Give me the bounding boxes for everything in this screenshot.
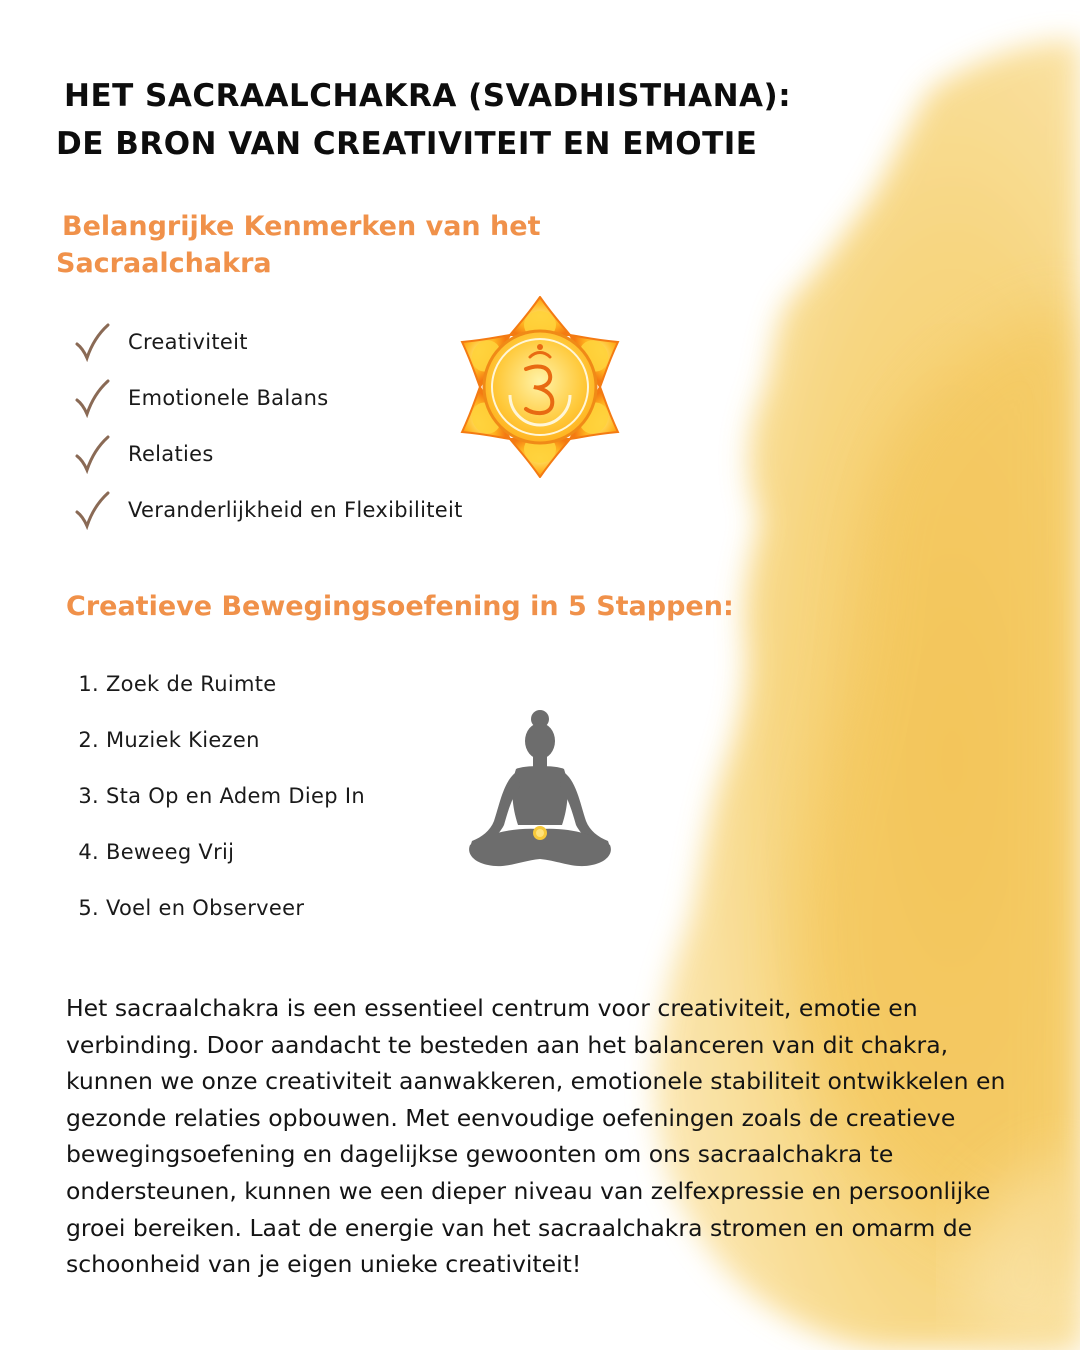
features-heading-line-2: Sacraalchakra bbox=[56, 248, 272, 279]
features-list bbox=[74, 314, 463, 538]
step-number: 2. bbox=[78, 728, 99, 752]
list-item bbox=[70, 768, 365, 824]
page-title bbox=[56, 72, 956, 168]
step-label bbox=[99, 672, 277, 696]
features-heading bbox=[56, 208, 616, 282]
exercise-steps bbox=[70, 656, 365, 936]
step-number: 1. bbox=[78, 672, 99, 696]
step-label-text: Beweeg Vrij bbox=[105, 840, 235, 864]
list-item bbox=[74, 370, 463, 426]
page-title-line-2: DE BRON VAN CREATIVITEIT EN EMOTIE bbox=[56, 126, 758, 162]
list-item bbox=[74, 482, 463, 538]
checkmark-icon bbox=[74, 378, 110, 418]
step-label-text: Muziek Kiezen bbox=[105, 728, 260, 752]
list-item bbox=[74, 314, 463, 370]
step-label-text: Zoek de Ruimte bbox=[105, 672, 277, 696]
step-number: 3. bbox=[78, 784, 99, 808]
step-label bbox=[99, 784, 365, 808]
page-title-line-1: HET SACRAALCHAKRA (SVADHISTHANA): bbox=[64, 78, 792, 114]
meditation-figure bbox=[464, 707, 616, 877]
feature-label: Emotionele Balans bbox=[128, 386, 329, 410]
list-item bbox=[70, 824, 365, 880]
sacral-chakra-symbol bbox=[458, 296, 622, 478]
list-item bbox=[70, 656, 365, 712]
exercise-heading: Creatieve Bewegingsoefening in 5 Stappen: bbox=[66, 591, 734, 622]
checkmark-icon bbox=[74, 322, 110, 362]
feature-label: Creativiteit bbox=[128, 330, 248, 354]
list-item bbox=[70, 712, 365, 768]
list-item bbox=[74, 426, 463, 482]
feature-label: Relaties bbox=[128, 442, 214, 466]
step-label-text: Voel en Observeer bbox=[105, 896, 305, 920]
step-label bbox=[99, 728, 260, 752]
step-number: 5. bbox=[78, 896, 99, 920]
features-heading-line-1: Belangrijke Kenmerken van het bbox=[62, 211, 541, 242]
feature-label: Veranderlijkheid en Flexibiliteit bbox=[128, 498, 463, 522]
step-label bbox=[99, 840, 234, 864]
list-item bbox=[70, 880, 365, 936]
step-label-text: Sta Op en Adem Diep In bbox=[105, 784, 365, 808]
checkmark-icon bbox=[74, 434, 110, 474]
checkmark-icon bbox=[74, 490, 110, 530]
step-number: 4. bbox=[78, 840, 99, 864]
step-label bbox=[99, 896, 304, 920]
summary-paragraph: Het sacraalchakra is een essentieel centrum voor creativiteit, emotie en verbinding. Door aandacht te besteden aan het balanceren van dit chakra, kunnen we onze creativiteit aanwakkeren, emotionele stabiliteit ontwikkelen en gezonde relaties opbouwen. Met eenvoudige oefeningen zoals de creatieve bewegingsoefening en dagelijkse gewoonten om ons sacraalchakra te ondersteunen, kunnen we een dieper niveau van zelfexpressie en persoonlijke groei bereiken. Laat de energie van het sacraalchakra stromen en omarm de schoonheid van je eigen unieke creativiteit! bbox=[66, 994, 1006, 1279]
